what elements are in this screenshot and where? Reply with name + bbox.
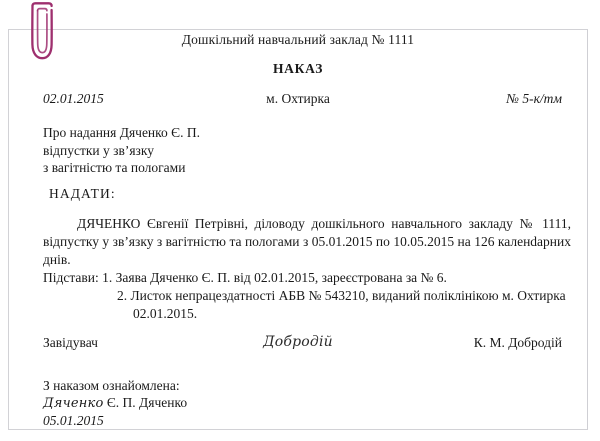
order-subject-line-1: Про надання Дяченко Є. П.	[43, 125, 200, 140]
grounds-item-2-date: 02.01.2015.	[133, 306, 198, 321]
paperclip-icon	[22, 2, 64, 64]
order-number: № 5-к/тм	[506, 91, 562, 106]
acknowledgement-signature-line	[43, 394, 187, 412]
organization-title: Дошкільний навчальний заклад № 1111	[181, 32, 415, 47]
order-date: 02.01.2015	[43, 91, 104, 106]
order-subject	[43, 124, 343, 177]
grounds-label: Підстави:	[43, 270, 99, 285]
order-grounds	[43, 269, 573, 323]
order-subject-line-3: з вагітністю та пологами	[43, 160, 186, 175]
order-directive-word: НАДАТИ:	[49, 186, 116, 201]
signer-name: К. М. Добродій	[473, 335, 562, 350]
handwritten-signature: Добродій	[263, 334, 333, 350]
order-subject-line-2: відпустки у зв’язку	[43, 142, 155, 158]
grounds-item-2: 2. Листок непрацездатності АБВ № 543210, виданий поліклінікою м. Охтирка	[117, 288, 566, 303]
order-body-paragraph: ДЯЧЕНКО Євгенії Петрівні, діловоду дошкільного навчального закладу № 1111, відпустку у зв’язку з вагітністю та пологами з 05.01.2015 по 10.05.2015 на 126 каленdарних днів.	[43, 216, 571, 267]
signer-position: Завідувач	[43, 335, 98, 350]
grounds-item-1: 1. Заява Дяченко Є. П. від 02.01.2015, зареєстрована за № 6.	[102, 270, 447, 285]
acknowledgement-date: 05.01.2015	[43, 413, 104, 428]
acknowledgement-handwritten-signature: Дяченко	[43, 396, 104, 411]
acknowledgement-label: З наказом ознайомлена:	[43, 378, 180, 393]
grounds-line-1	[43, 269, 573, 287]
order-place: м. Охтирка	[266, 91, 330, 106]
acknowledgement-block	[43, 377, 187, 429]
signature-row	[8, 335, 588, 355]
acknowledgement-printed-name: Є. П. Дяченко	[106, 395, 188, 410]
document-body	[8, 29, 588, 430]
order-heading: НАКАЗ	[272, 61, 324, 76]
order-meta-row	[8, 91, 588, 109]
